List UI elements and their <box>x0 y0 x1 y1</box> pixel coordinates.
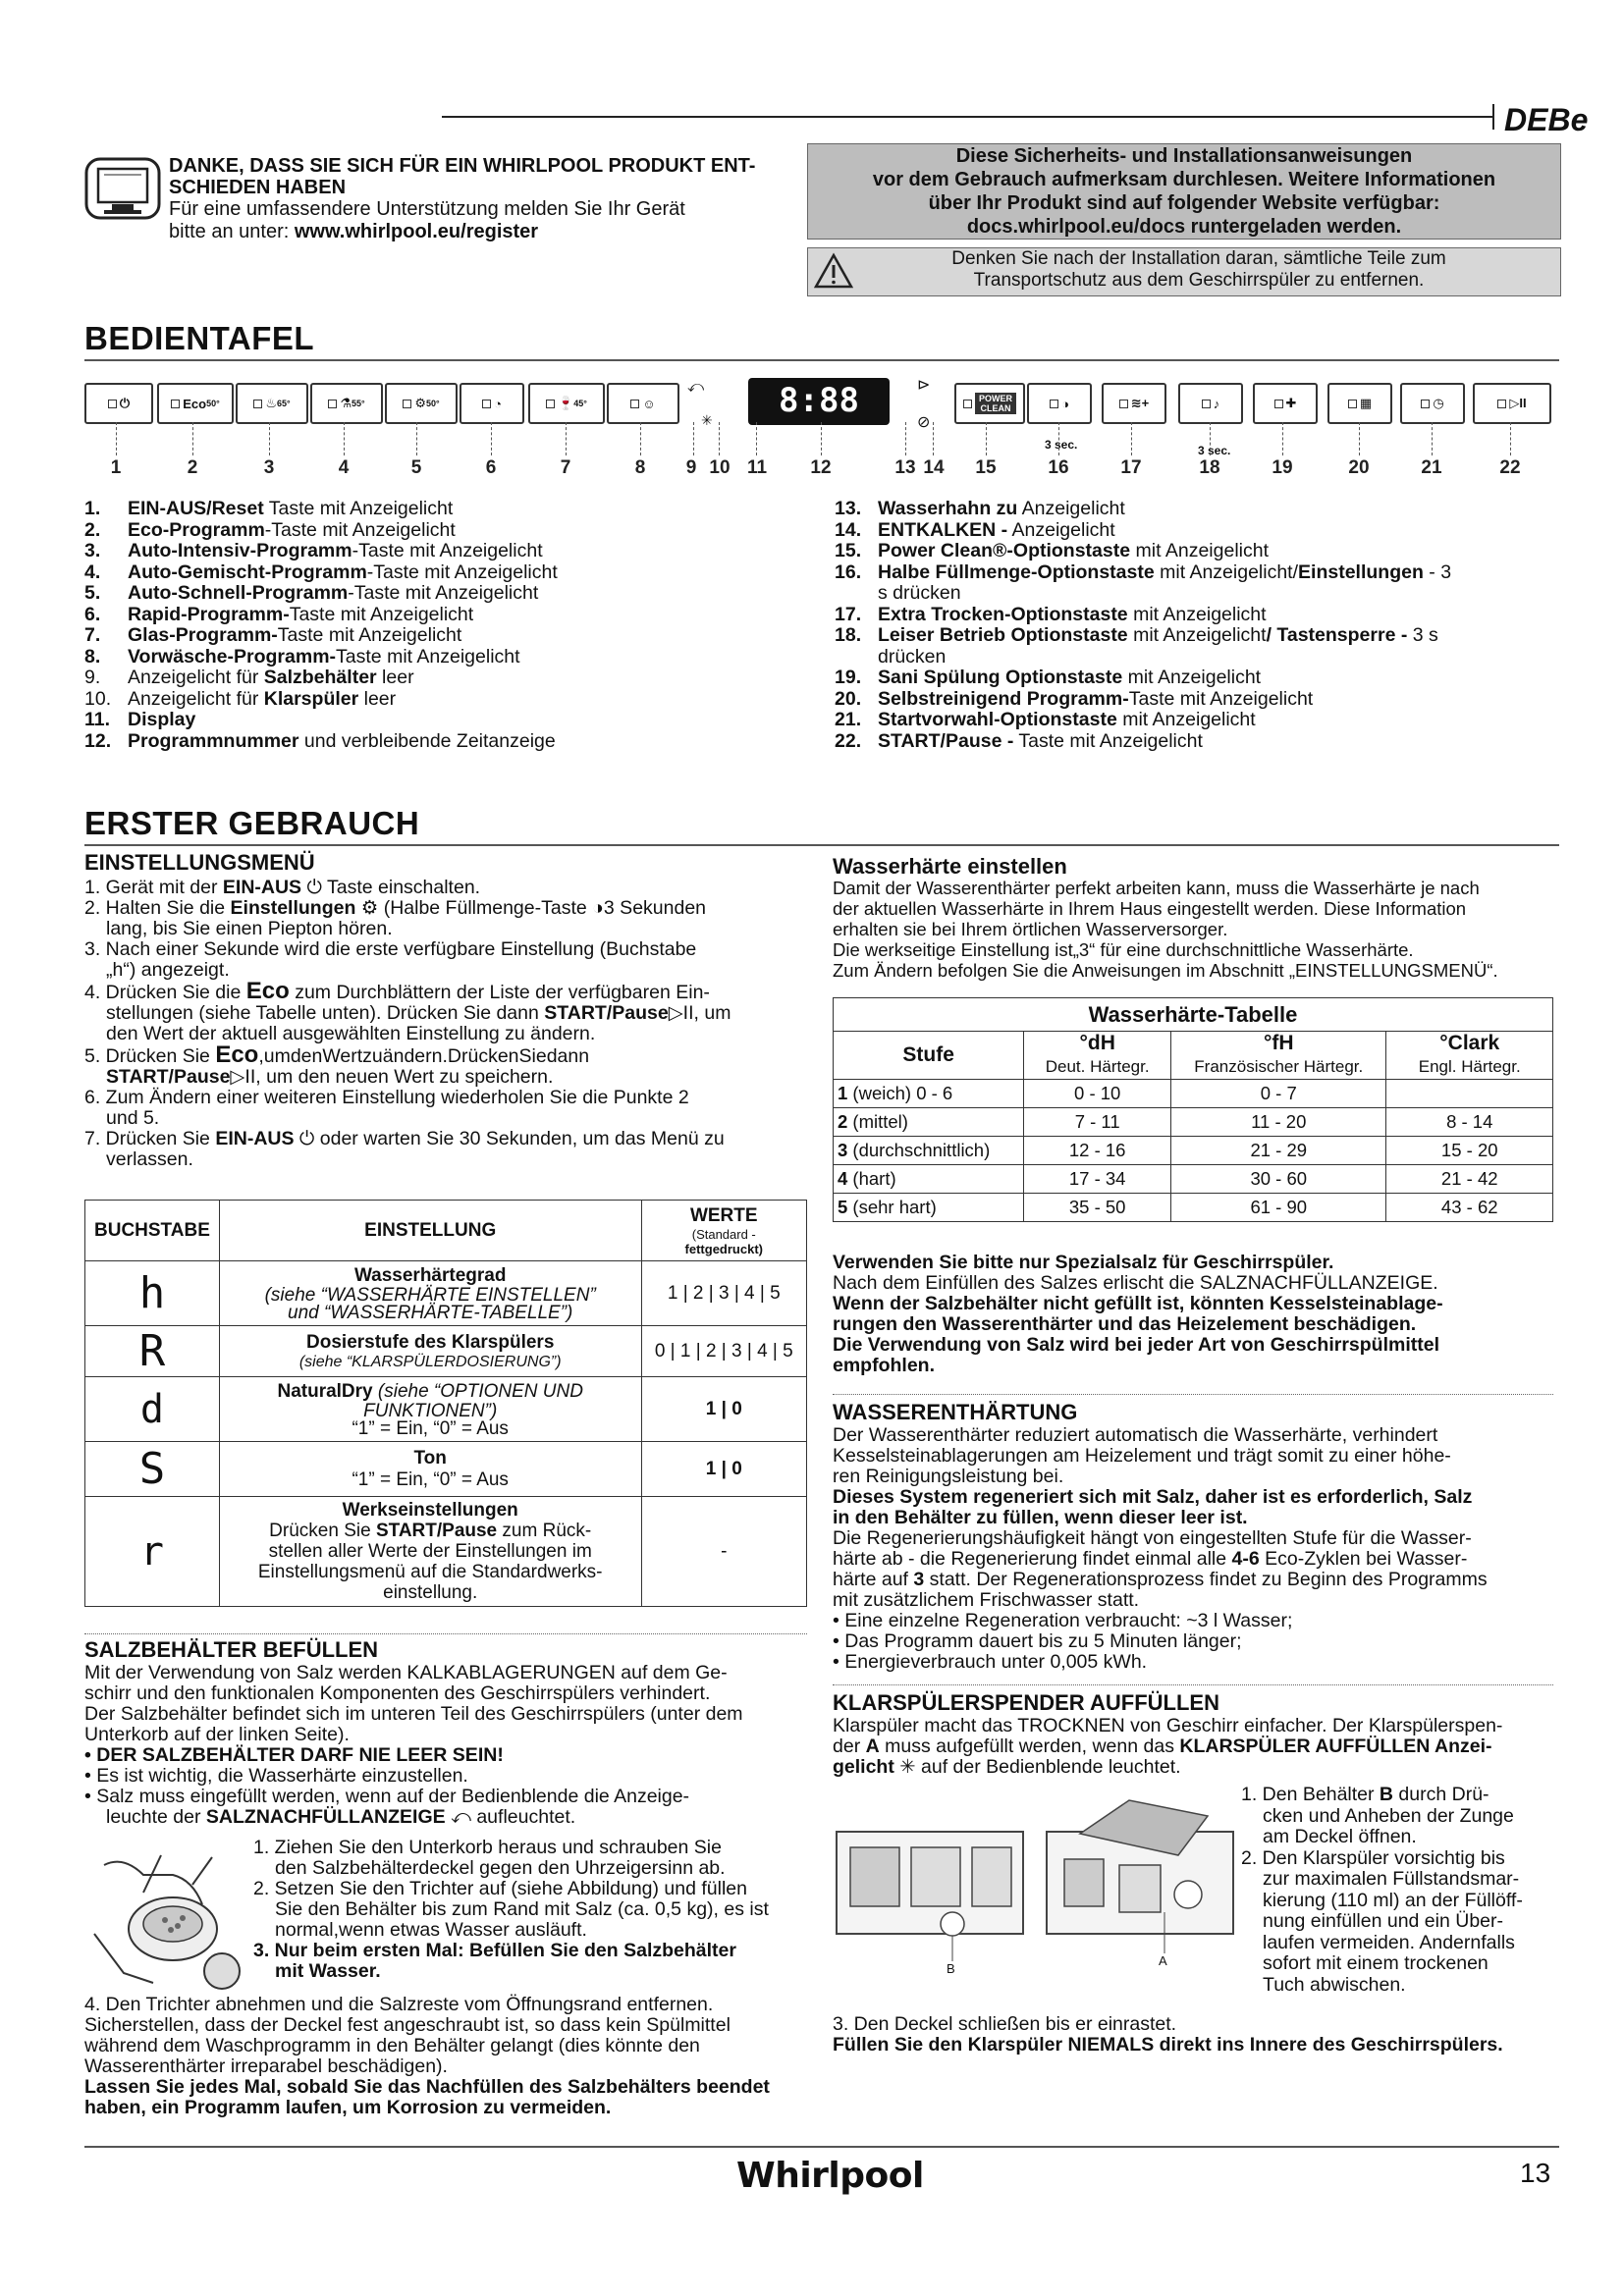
table-row: 1 (weich) 0 - 6 0 - 10 0 - 7 <box>834 1079 1553 1107</box>
callout-number: 13 <box>894 457 916 478</box>
salt-final-notes: 4. Den Trichter abnehmen und die Salzreste vom Öffnungsrand entfernen. Sicherstellen, dass der Deckel fest angeschraubt ist, so dass kein Spülmittel während dem Waschprogramm in den Behälter gelangt (dies könnte den Wasserenthärter irreparabel beschädigen). Lassen Sie jedes Mal, sobald Sie das Nachfüllen des Salzbehälters beendet haben, ein Programm laufen, um Korrosion zu vermeiden. <box>84 1994 770 2118</box>
clock-icon: ◷ <box>1433 396 1444 410</box>
rinse-aid-heading: KLARSPÜLERSPENDER AUFFÜLLEN <box>833 1690 1219 1715</box>
register-link[interactable]: www.whirlpool.eu/register <box>294 221 539 242</box>
water-softening-heading: WASSERENTHÄRTUNG <box>833 1400 1078 1424</box>
sani-button[interactable] <box>1253 383 1318 424</box>
eco-button[interactable]: Eco 50° <box>157 383 234 424</box>
salt-funnel-illustration <box>84 1845 251 1993</box>
power-icon: ⏻ <box>306 877 322 898</box>
water-hardness-heading: Wasserhärte einstellen <box>833 854 1067 879</box>
mixed-icon: ⚗ <box>340 396 352 410</box>
list-item: 1. EIN-AUS/Reset Taste mit Anzeigelicht <box>84 498 454 519</box>
power-icon: ⏻ <box>119 396 131 410</box>
list-item: 10. Anzeigelicht für Klarspüler leer <box>84 687 397 710</box>
callout-number: 21 <box>1421 457 1442 478</box>
salt-indicator-icon: ⤺ <box>687 379 705 396</box>
salt-heading: SALZBEHÄLTER BEFÜLLEN <box>84 1637 379 1662</box>
list-item: 17. Extra Trocken-Optionstaste mit Anzeigelicht <box>835 603 1267 625</box>
table-row: 5 (sehr hart) 35 - 50 61 - 90 43 - 62 <box>834 1193 1553 1221</box>
play-pause-icon: ▷II <box>1509 396 1527 410</box>
half-load-button[interactable] <box>1027 383 1092 424</box>
power-icon: ⏻ <box>298 1128 315 1149</box>
prewash-button[interactable] <box>607 383 679 424</box>
section-title-erster-gebrauch: ERSTER GEBRAUCH <box>84 805 420 841</box>
callout-number: 1 <box>110 457 122 478</box>
play-pause-icon: ▷II <box>230 1066 256 1088</box>
callout-number: 14 <box>923 457 945 478</box>
water-hardness-text: Damit der Wasserenthärter perfekt arbeiten kann, muss die Wasserhärte je nach der aktuellen Wasserhärte in Ihrem Haus eingestellt werden. Diese Information erhalten sie bei Ihrem örtlichen Wasserversorger. Die werkseitige Einstellung ist„3“ für eine durchschnittliche Wasserhärte. Zum Ändern befolgen Sie die Anweisungen im Abschnitt „EINSTELLUNGSMENÜ“. <box>833 878 1498 981</box>
settings-menu-steps: 1. Gerät mit der EIN-AUS ⏻ Taste einschalten. 2. Halten Sie die Einstellungen ⚙ (Halbe Füllmenge-Taste ◑3 Sekunden lang, bis Sie einen Piepton hören. 3. Nach einer Sekunde wird die erste verfügbare Einstellung (Buchstabe „h“) angezeigt. 4. Drücken Sie die Eco zum Durchblättern der Liste der verfügbaren Ein- stellungen (siehe Tabelle unten). Drücken Sie dann START/Pause▷II, um den Wert der aktuell ausgewählten Einstellung zu ändern. 5. Drücken Sie Eco,umdenWertzuändern.DrückenSiedann START/Pause▷II, um den neuen Wert zu speichern. 6. Zum Ändern einer weiteren Einstellung wiederholen Sie die Punkte 2 und 5. 7. Drücken Sie EIN-AUS ⏻ oder warten Sie 30 Sekunden, um das Menü zu verlassen. <box>84 877 731 1170</box>
callout-number: 12 <box>810 457 832 478</box>
callout-number: 3 <box>263 457 275 478</box>
descale-icon: ⊘ <box>917 414 931 431</box>
table-row: 2 (mittel) 7 - 11 11 - 20 8 - 14 <box>834 1107 1553 1136</box>
glass-button[interactable]: 🍷 45° <box>528 383 605 424</box>
salt-section: Mit der Verwendung von Salz werden KALKABLAGERUNGEN auf dem Ge- schirr und den funktionalen Komponenten des Geschirrspülers verhindert. Der Salzbehälter befindet sich im unteren Teil des Geschirrspülers (unter dem Unterkorb auf der linken Seite). • DER SALZBEHÄLTER DARF NIE LEER SEIN! • Es ist wichtig, die Wasserhärte einzustellen. • Salz muss eingefüllt werden, wenn auf der Bedienblende die Anzeige- leuchte der SALZNACHFÜLLANZEIGE ⤺ aufleuchtet. <box>84 1662 743 1828</box>
callout-number: 11 <box>746 457 768 478</box>
tap-closed-icon: ⊳ <box>917 377 931 394</box>
segment-letter: r <box>85 1497 220 1607</box>
hold-seconds-label: 3 sec. <box>1045 438 1078 452</box>
monitor-icon <box>84 157 161 226</box>
list-item: 8. Vorwäsche-Programm-Taste mit Anzeigelicht <box>84 645 520 667</box>
list-item: 20. Selbstreinigend Programm-Taste mit Anzeigelicht <box>835 687 1314 710</box>
table-row: 4 (hart) 17 - 34 30 - 60 21 - 42 <box>834 1164 1553 1193</box>
callout-number: 6 <box>485 457 497 478</box>
label-a: A <box>1159 1953 1167 1968</box>
list-item: 3. Auto-Intensiv-Programm-Taste mit Anzeigelicht <box>84 540 543 561</box>
list-item: 15. Power Clean®-Optionstaste mit Anzeigelicht <box>835 540 1269 561</box>
auto-fast-button[interactable]: ⚙ 50° <box>385 383 458 424</box>
settings-table: BUCHSTABE EINSTELLUNG WERTE (Standard - fettgedruckt) h Wasserhärtegrad (siehe “WASSERHÄRTE EINSTELLEN” und “WASSERHÄRTE-TABELLE”) 1 | 2 | 3 | 4 | 5 R Dosierstufe des Klarspülers (siehe “KLARSPÜLERDOSIERUNG”) 0 | 1 | 2 | 3 | 4 | 5 d NaturalDry (siehe “OPTIONEN UND FUNKTIONEN”) “1” = Ein, “0” = Aus 1 | 0 S Ton “1” = Ein, “0” = Aus 1 | 0 r Werkseinstellungen Drücken Sie START/Pause zum Rück- stellen aller Werte der Einstellungen im Einstellungsmenü auf die Standardwerks- einstellung. - <box>84 1200 807 1607</box>
segment-letter: S <box>85 1442 220 1497</box>
rinse-aid-final: 3. Den Deckel schließen bis er einrastet. Füllen Sie den Klarspüler NIEMALS direkt ins Innere des Geschirrspülers. <box>833 2013 1503 2056</box>
delay-start-button[interactable] <box>1400 383 1465 424</box>
extra-dry-button[interactable] <box>1102 383 1166 424</box>
list-item: 11. Display <box>84 709 196 730</box>
callout-number: 9 <box>685 457 697 478</box>
panel-legend-left <box>84 499 831 752</box>
pot-icon: ♨ <box>265 396 278 410</box>
sani-icon: ✚ <box>1285 396 1297 410</box>
rapid-button[interactable] <box>460 383 524 424</box>
warning-triangle-icon <box>814 252 853 295</box>
silent-icon: ♪ <box>1213 396 1220 411</box>
callout-number: 7 <box>560 457 571 478</box>
callout-number: 20 <box>1348 457 1370 478</box>
table-row: S Ton “1” = Ein, “0” = Aus 1 | 0 <box>85 1442 807 1497</box>
callout-number: 17 <box>1120 457 1142 478</box>
menu-heading: EINSTELLUNGSMENÜ <box>84 850 315 875</box>
callout-number: 16 <box>1048 457 1069 478</box>
list-item: 4. Auto-Gemischt-Programm-Taste mit Anzeigelicht <box>84 561 558 583</box>
prewash-icon: ☺ <box>642 396 656 411</box>
water-hardness-table: Wasserhärte-Tabelle Stufe °dH °fH °Clark Deut. Härtegr. Französischer Härtegr. Engl. Härtegr. 1 (weich) 0 - 6 0 - 10 0 - 7 2 (mittel) 7 - 11 11 - 20 8 - 14 3 (durchschnittlich) 12 - 16 21 - 29 15 - 20 4 (hart) 17 - 34 30 - 60 21 - 42 5 (sehr hart) 35 - 50 61 - 90 43 - 62 <box>833 997 1553 1222</box>
silent-button[interactable] <box>1178 383 1243 424</box>
glass-icon: 🍷 <box>558 396 574 410</box>
settings-icon: ⚙ <box>360 897 379 919</box>
page-number: 13 <box>1520 2158 1551 2188</box>
table-row: d NaturalDry (siehe “OPTIONEN UND FUNKTIONEN”) “1” = Ein, “0” = Aus 1 | 0 <box>85 1377 807 1442</box>
list-item: 12. Programmnummer und verbleibende Zeitanzeige <box>84 729 556 752</box>
list-item: 13. Wasserhahn zu Anzeigelicht <box>835 498 1125 519</box>
half-load-icon: ◑ <box>1061 396 1069 411</box>
rinse-aid-icon: ✳ <box>899 1756 916 1778</box>
list-item: 21. Startvorwahl-Optionstaste mit Anzeigelicht <box>835 709 1256 730</box>
salt-refill-icon: ⤺ <box>451 1806 471 1828</box>
callout-number: 4 <box>338 457 350 478</box>
table-row: h Wasserhärtegrad (siehe “WASSERHÄRTE EINSTELLEN” und “WASSERHÄRTE-TABELLE”) 1 | 2 | 3 | 4 | 5 <box>85 1261 807 1326</box>
salt-steps: 1. Ziehen Sie den Unterkorb heraus und schrauben Sie den Salzbehälterdeckel gegen den Uhrzeigersinn ab. 2. Setzen Sie den Trichter auf (siehe Abbildung) und füllen Sie den Behälter bis zum Rand mit Salz (ca. 0,5 kg), es ist normal,wenn etwas Wasser ausläuft. 3. Nur beim ersten Mal: Befüllen Sie den Salzbehälter mit Wasser. <box>253 1837 769 1982</box>
list-item: 19. Sani Spülung Optionstaste mit Anzeigelicht <box>835 667 1262 688</box>
table-row: R Dosierstufe des Klarspülers (siehe “KLARSPÜLERDOSIERUNG”) 0 | 1 | 2 | 3 | 4 | 5 <box>85 1326 807 1377</box>
list-item: 18. Leiser Betrieb Optionstaste mit Anzeigelicht/ Tastensperre - 3 s drücken <box>835 624 1438 667</box>
whirlpool-logo: Whirlpool <box>736 2156 924 2196</box>
list-item: 22. START/Pause - Taste mit Anzeigelicht <box>835 729 1203 752</box>
language-code: DEBe <box>1504 102 1589 137</box>
callout-number: 19 <box>1272 457 1293 478</box>
list-item: 14. ENTKALKEN - Anzeigelicht <box>835 518 1115 541</box>
auto-intensive-button[interactable]: ♨ 65° <box>236 383 308 424</box>
thanks-block: DANKE, DASS SIE SICH FÜR EIN WHIRLPOOL PRODUKT ENT- SCHIEDEN HABEN Für eine umfassendere Unterstützung melden Sie Ihr Gerät bitte an unter: www.whirlpool.eu/register <box>169 155 756 242</box>
list-item: 2. Eco-Programm-Taste mit Anzeigelicht <box>84 518 456 541</box>
on-off-button[interactable] <box>84 383 153 424</box>
callout-number: 5 <box>410 457 422 478</box>
rinse-aid-text: Klarspüler macht das TROCKNEN von Geschirr einfacher. Der Klarspülerspen- der A muss aufgefüllt werden, wenn das KLARSPÜLER AUFFÜLLEN Anzei- gelicht ✳ auf der Bedienblende leuchtet. <box>833 1715 1503 1778</box>
callout-number: 10 <box>709 457 731 478</box>
list-item: 16. Halbe Füllmenge-Optionstaste mit Anzeigelicht/Einstellungen - 3 s drücken <box>835 561 1452 604</box>
rinse-aid-illustration <box>835 1796 1237 1983</box>
self-clean-button[interactable] <box>1327 383 1392 424</box>
hold-seconds-label: 3 sec. <box>1198 444 1231 457</box>
segment-letter: R <box>85 1326 220 1377</box>
safety-notice-box: Diese Sicherheits- und Installationsanweisungen vor dem Gebrauch aufmerksam durchlesen. Weitere Informationen über Ihr Produkt sind auf folgender Website verfügbar: docs.whirlpool.eu/docs runtergeladen werden. <box>807 143 1561 240</box>
play-pause-icon: ▷II <box>668 1002 694 1024</box>
callout-number: 8 <box>634 457 646 478</box>
list-item: 5. Auto-Schnell-Programm-Taste mit Anzeigelicht <box>84 582 539 604</box>
table-row: r Werkseinstellungen Drücken Sie START/Pause zum Rück- stellen aller Werte der Einstellungen im Einstellungsmenü auf die Standardwerks- einstellung. - <box>85 1497 807 1607</box>
callout-number: 18 <box>1199 457 1220 478</box>
table-row: 3 (durchschnittlich) 12 - 16 21 - 29 15 - 20 <box>834 1136 1553 1164</box>
rinse-aid-indicator-icon: ✳ <box>701 412 713 428</box>
label-b: B <box>947 1961 955 1976</box>
callout-number: 15 <box>975 457 997 478</box>
section-title-bedientafel: BEDIENTAFEL <box>84 320 315 356</box>
water-softening-text: Der Wasserenthärter reduziert automatisch die Wasserhärte, verhindert Kesselsteinablagerungen am Heizelement und trägt somit zu einer höhe- ren Reinigungsleistung bei. Dieses System regeneriert sich mit Salz, daher ist es erforderlich, Salz in den Behälter zu füllen, wenn dieser leer ist. Die Regenerierungshäufigkeit hängt von eingestellten Stufe für die Wasser- härte ab - die Regenerierung findet einmal alle 4-6 Eco-Zyklen bei Wasser- härte auf 3 statt. Der Regenerationsprozess findet zu Beginn des Programms mit zusätzlichem Frischwasser statt. • Eine einzelne Regeneration verbraucht: ~3 l Wasser; • Das Programm dauert bis zu 5 Minuten länger; • Energieverbrauch unter 0,005 kWh. <box>833 1424 1488 1673</box>
start-pause-button[interactable] <box>1473 383 1551 424</box>
rinse-aid-steps: 1. Den Behälter B durch Drü- cken und Anheben der Zunge am Deckel öffnen. 2. Den Klarspüler vorsichtig bis zur maximalen Füllstandsmar- kierung (110 ml) an der Füllöff- nung einfüllen und ein Über- laufen vermeiden. Andernfalls sofort mit einem trockenen Tuch abwischen. <box>1241 1784 1523 1996</box>
salt-notes: Verwenden Sie bitte nur Spezialsalz für Geschirrspüler. Nach dem Einfüllen des Salzes erlischt die SALZNACHFÜLLANZEIGE. Wenn der Salzbehälter nicht gefüllt ist, könnten Kesselsteinablage- rungen den Wasserenthärter und das Heizelement beschädigen. Die Verwendung von Salz wird bei jeder Art von Geschirrspülmittel empfohlen. <box>833 1252 1443 1376</box>
half-load-icon: ◑ <box>592 897 604 919</box>
list-item: 6. Rapid-Programm-Taste mit Anzeigelicht <box>84 603 474 625</box>
display: 8:88 <box>748 378 890 425</box>
list-item: 9. Anzeigelicht für Salzbehälter leer <box>84 667 414 688</box>
warning-box: Denken Sie nach der Installation daran, sämtliche Teile zum Transportschutz aus dem Geschirrspüler zu entfernen. <box>807 247 1561 296</box>
segment-letter: h <box>85 1261 220 1326</box>
extra-dry-icon: ≋+ <box>1130 396 1150 410</box>
auto-mixed-button[interactable]: ⚗ 55° <box>310 383 383 424</box>
rapid-icon: ◔ <box>494 396 502 411</box>
segment-letter: d <box>85 1377 220 1442</box>
power-clean-button[interactable]: POWER CLEAN <box>954 383 1025 424</box>
callout-number: 22 <box>1499 457 1521 478</box>
callout-number: 2 <box>187 457 198 478</box>
panel-legend-right <box>835 499 1561 752</box>
list-item: 7. Glas-Programm-Taste mit Anzeigelicht <box>84 624 462 646</box>
fast-icon: ⚙ <box>414 396 427 410</box>
self-clean-icon: ▦ <box>1359 396 1373 410</box>
